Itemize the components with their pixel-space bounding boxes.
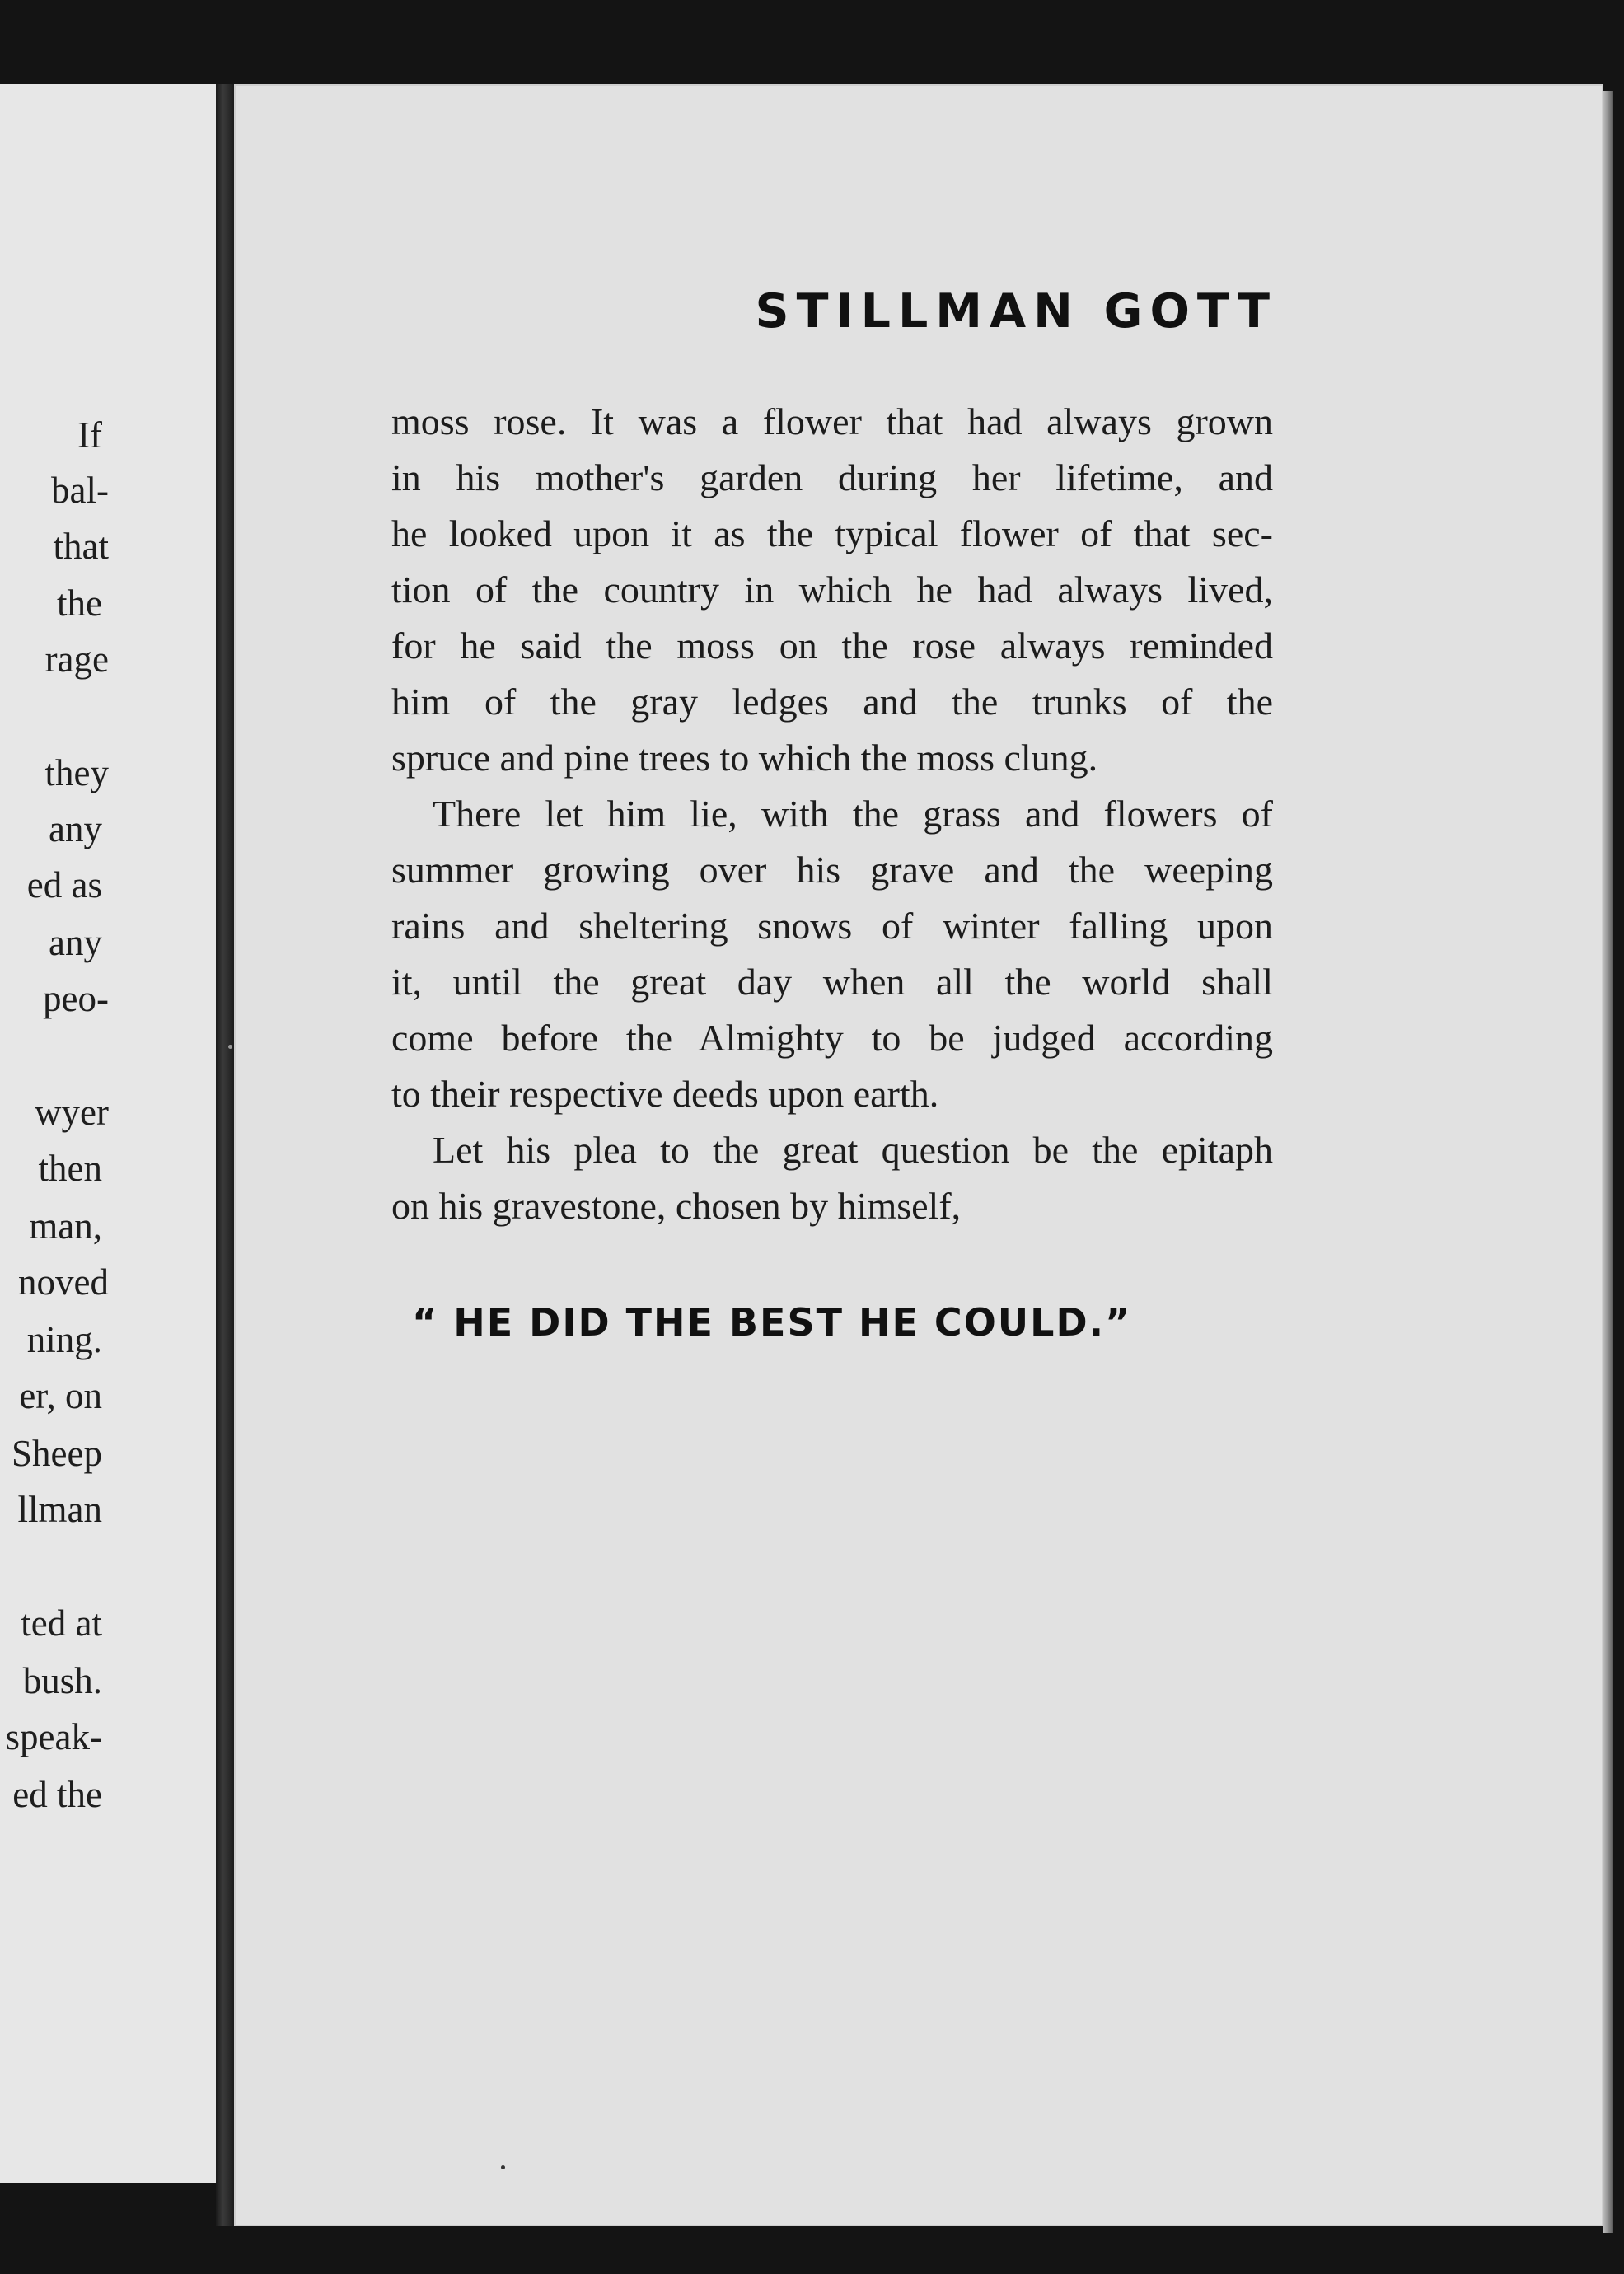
text-line: he looked upon it as the typical flower of that sec- — [391, 512, 1273, 554]
text-line: spruce and pine trees to which the moss clung. — [391, 737, 1098, 779]
left-page-line: ted at — [21, 1603, 102, 1644]
left-page-line: Sheep — [12, 1433, 102, 1474]
text-line: rains and sheltering snows of winter falling upon — [391, 905, 1273, 947]
body-text — [391, 394, 1273, 1234]
left-page-line: bal- — [51, 470, 109, 511]
left-page-line: er, on — [19, 1375, 102, 1416]
text-line: on his gravestone, chosen by himself, — [391, 1185, 962, 1227]
left-page-line: peo- — [43, 978, 109, 1019]
left-page-line: man, — [29, 1205, 102, 1247]
text-line: There let him lie, with the grass and flowers of — [433, 793, 1273, 835]
dust-speck — [501, 2165, 505, 2169]
left-page-line: the — [57, 583, 102, 624]
epitaph: “ HE DID THE BEST HE COULD.” — [412, 1300, 1132, 1345]
text-line: him of the gray ledges and the trunks of the — [391, 681, 1273, 723]
book-spine — [216, 84, 234, 2226]
text-line: it, until the great day when all the world shall — [391, 961, 1273, 1003]
left-page-line: ed as — [26, 864, 102, 905]
left-page-line: bush. — [22, 1660, 102, 1701]
left-page-line: they — [44, 752, 109, 793]
text-line: summer growing over his grave and the weeping — [391, 849, 1273, 891]
left-page-line: any — [49, 922, 102, 963]
left-page-line: rage — [44, 639, 109, 680]
text-line: Let his plea to the great question be the epitaph — [433, 1129, 1273, 1171]
text-line: moss rose. It was a flower that had always grown — [391, 400, 1273, 442]
left-page-line: ed the — [12, 1774, 102, 1815]
text-line: to their respective deeds upon earth. — [391, 1073, 939, 1115]
left-page-line: that — [53, 526, 109, 567]
left-page-line: If — [77, 414, 102, 456]
left-page-line: wyer — [35, 1092, 109, 1133]
text-line: for he said the moss on the rose always reminded — [391, 625, 1273, 667]
left-page-line: then — [38, 1148, 102, 1189]
left-page-line: any — [49, 808, 102, 849]
text-line: come before the Almighty to be judged according — [391, 1017, 1273, 1059]
running-head: STILLMAN GOTT — [755, 284, 1277, 339]
left-page — [0, 84, 219, 2183]
left-page-line: ning. — [26, 1319, 102, 1360]
left-page-line: noved — [18, 1261, 109, 1303]
text-line: tion of the country in which he had always lived, — [391, 568, 1273, 611]
left-page-line: llman — [17, 1489, 102, 1530]
left-page-line: speak- — [5, 1716, 102, 1757]
text-line: in his mother's garden during her lifetime, and — [391, 456, 1273, 498]
page-edge — [1603, 91, 1613, 2233]
dust-speck — [228, 1045, 232, 1049]
